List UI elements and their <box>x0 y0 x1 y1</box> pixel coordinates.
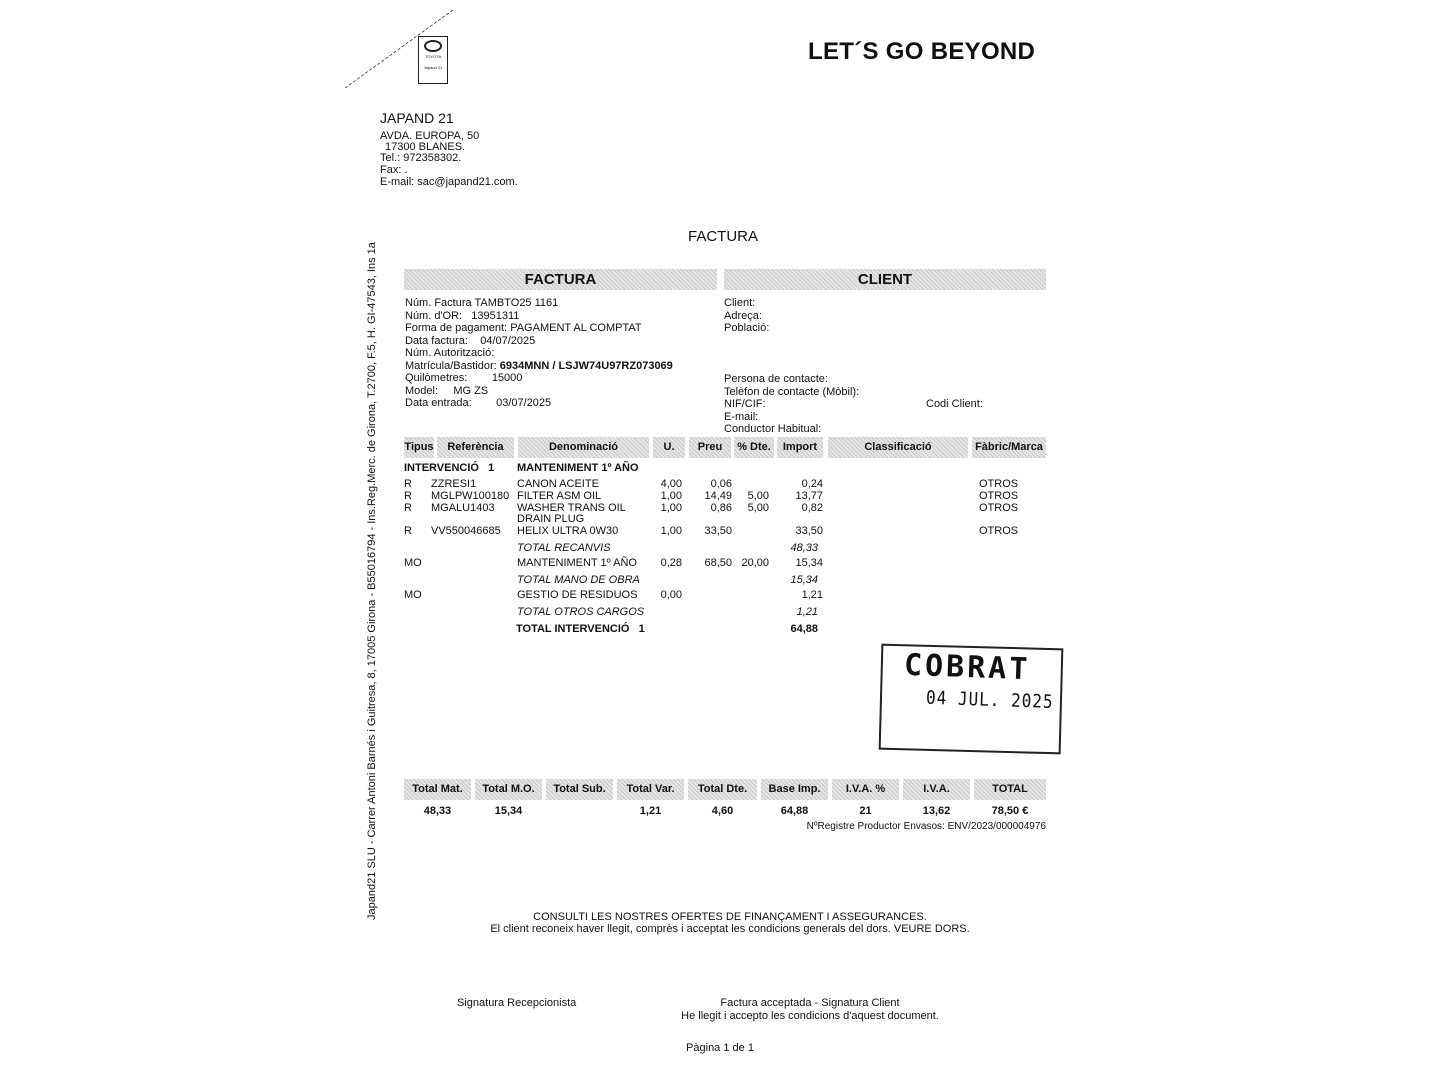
totals-value-dte: 4,60 <box>711 805 734 817</box>
col-classificacio: Classificació <box>828 437 968 458</box>
col-dte: % Dte. <box>734 437 774 458</box>
total-recanvis-label: TOTAL RECANVIS <box>517 542 611 554</box>
totals-header-var: Total Var. <box>617 779 684 800</box>
company-legal-vertical: Japand21 SLU - Carrer Antoni Barnés i Guitresa, 8, 17005 Girona - B55016794 - Ins.Reg.Merc. de Girona, T.2700, F.5, H. GI-47543, Ins 1a <box>366 242 378 920</box>
totals-value-var: 1,21 <box>639 805 662 817</box>
totals-header-sub: Total Sub. <box>546 779 613 800</box>
company-email: E-mail: sac@japand21.com. <box>380 176 518 188</box>
paid-stamp-date: 04 JUL. 2025 <box>925 686 1054 713</box>
total-otros-label: TOTAL OTROS CARGOS <box>517 606 645 618</box>
total-otros-value: 1,21 <box>796 606 818 618</box>
col-denominacio: Denominació <box>518 437 649 458</box>
col-import: Import <box>777 437 823 458</box>
packaging-registry: NºRegistre Productor Envasos: ENV/2023/000004976 <box>806 821 1046 832</box>
col-referencia: Referència <box>437 437 514 458</box>
footer-notice: CONSULTI LES NOSTRES OFERTES DE FINANÇAMENT I ASSEGURANCES. El client reconeix haver llegit, comprès i acceptat les condicions generals del dors. VEURE DORS. <box>490 911 970 935</box>
client-header: CLIENT <box>724 269 1046 290</box>
totals-value-total: 78,50 € <box>991 805 1029 817</box>
logo-text: TOYOTA Japand 21 <box>423 54 443 70</box>
signature-client: Factura acceptada - Signatura Client He llegit i accepto les condicions d'aquest document. <box>681 997 939 1022</box>
col-tipus: Tipus <box>404 437 434 458</box>
company-name: JAPAND 21 <box>380 110 454 126</box>
total-intervencio-label: TOTAL INTERVENCIÓ 1 <box>516 623 645 635</box>
totals-value-mo: 15,34 <box>494 805 523 817</box>
invoice-header: FACTURA <box>404 269 717 290</box>
client-fields-top: Client: Adreça: Població: <box>724 297 770 334</box>
company-fax: Fax: . <box>380 164 408 176</box>
total-intervencio-value: 64,88 <box>790 623 818 635</box>
intervention-label: INTERVENCIÓ 1 <box>404 462 495 474</box>
totals-value-base: 64,88 <box>780 805 809 817</box>
totals-header-total: TOTAL <box>974 779 1046 800</box>
totals-value-mat: 48,33 <box>423 805 452 817</box>
totals-header-base: Base Imp. <box>761 779 828 800</box>
col-preu: Preu <box>689 437 731 458</box>
total-mano-value: 15,34 <box>790 574 818 586</box>
page-number: Pàgina 1 de 1 <box>686 1042 754 1054</box>
paid-stamp-word: COBRAT <box>903 647 1031 688</box>
company-tel: Tel.: 972358302. <box>380 152 462 164</box>
client-fields-contact: Persona de contacte: Telèfon de contacte (Mòbil): NIF/CIF: E-mail: Conductor Habitual: <box>724 373 860 435</box>
totals-header-dte: Total Dte. <box>688 779 757 800</box>
toyota-emblem-icon <box>424 40 442 52</box>
totals-header-iva: I.V.A. <box>903 779 970 800</box>
totals-value-iva: 13,62 <box>922 805 951 817</box>
brand-slogan: LET´S GO BEYOND <box>808 38 1036 65</box>
invoice-fields: Núm. Factura TAMBTO25 1161 Núm. d'OR: 13951311 Forma de pagament: PAGAMENT AL COMPTAT Data factura: 04/07/2025 Núm. Autorització: Matrícula/Bastidor: 6934MNN / LSJW74U97RZ073069 Quilòmetres: 15000 Model: MG ZS Data entrada: 03/07/2025 <box>405 297 673 409</box>
document-title: FACTURA <box>688 228 759 245</box>
company-address: AVDA. EUROPA, 50 <box>380 130 480 142</box>
totals-header-iva-pct: I.V.A. % <box>832 779 899 800</box>
totals-header-mat: Total Mat. <box>404 779 471 800</box>
totals-value-iva-pct: 21 <box>859 805 872 817</box>
total-mano-label: TOTAL MANO DE OBRA <box>517 574 640 586</box>
signature-receptionist: Signatura Recepcionista <box>457 997 577 1009</box>
intervention-name: MANTENIMENT 1º AÑO <box>517 462 639 474</box>
total-recanvis-value: 48,33 <box>790 542 818 554</box>
col-marca: Fàbric/Marca <box>972 437 1046 458</box>
col-u: U. <box>653 437 685 458</box>
totals-header-mo: Total M.O. <box>475 779 542 800</box>
client-code-label: Codi Client: <box>926 398 983 410</box>
company-city: 17300 BLANES. <box>385 141 466 153</box>
